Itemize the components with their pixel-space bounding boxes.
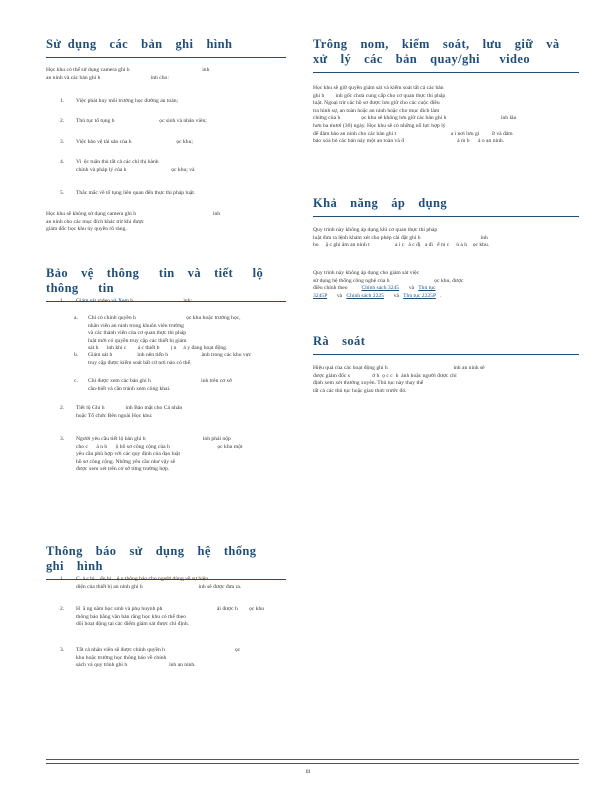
list-text: Thủ tục tố tụng h ọc sinh và nhân viên;	[76, 118, 207, 124]
section-rule	[313, 354, 579, 355]
sub-item	[46, 315, 286, 353]
list-item	[46, 436, 286, 474]
list-item	[46, 190, 286, 198]
paragraph-text: và	[399, 285, 419, 292]
list-item	[46, 576, 286, 591]
list-text: Người yêu cầu tiết lộ bản ghi h ình phải nộp cho c á n b ộ hồ sơ công cộng của h ọc khu một yêu cầu phù hợp với các quy định của đạo luật hồ sơ công cộng. Những yêu cầu như vậy sẽ được xem xét trên cơ sở từng trường hợp.	[76, 436, 243, 473]
sub-letter: b.	[74, 352, 79, 358]
section-applicability	[313, 196, 579, 217]
list-number: 1.	[60, 98, 65, 104]
paragraph-text: và	[327, 292, 347, 299]
paragraph: Học khu có thể sử dụng camera ghi h ình an ninh và các bản ghi h ình cho:	[46, 67, 210, 81]
sub-item	[46, 352, 286, 367]
paragraph: Quy trình này không áp dụng khi cơ quan thực thi pháp luật đưa ra lệnh khám xét cho phép cài đặt ghi h ình ho ặ c ghi âm an ninh t a i c á c đị a đi ể m c ủ a h ọc khu.	[313, 227, 490, 249]
list-item	[46, 298, 286, 306]
list-text: Việc bảo vệ tài sản của h ọc khu;	[76, 139, 193, 145]
list-text: H ằ ng năm học sinh và phụ huynh ph ải được h ọc khu thông báo bằng văn bản rằng học khu có thể theo dõi hoạt động tại các điểm giám sát được chỉ định.	[76, 606, 265, 628]
list-number: 1.	[60, 576, 65, 582]
section-review	[313, 334, 579, 355]
list-number: 1.	[60, 298, 65, 304]
section-rule	[46, 57, 286, 58]
list-text: C á c bi ển hi ệ u thông báo cho người dùng về sự hiện diện của thiết bị an ninh ghi h ình sẽ được đưa ra.	[76, 576, 242, 590]
paragraph-text: và	[383, 292, 404, 299]
section-rule	[313, 216, 579, 217]
paragraph	[313, 270, 579, 300]
sub-text: Chỉ được xem các bản ghi h ình trên cơ sở cần-biết và cần tránh xem công khai.	[88, 378, 232, 392]
list-item	[46, 159, 286, 174]
paragraph-text: .	[435, 292, 442, 299]
policy-3245-link[interactable]: Chính sách 3245	[361, 285, 400, 292]
section-title: Khả năng áp dụng	[313, 196, 447, 210]
section-privacy	[46, 266, 286, 302]
list-item	[46, 139, 286, 147]
paragraph-text: Quy trình này không áp dụng cho giám sát việc sử dụng hệ thống công nghệ của h ọc khu, được điều chỉnh theo	[313, 270, 464, 292]
list-number: 2.	[60, 405, 65, 411]
sub-letter: a.	[74, 315, 78, 321]
list-number: 5.	[60, 190, 65, 196]
list-item	[46, 98, 286, 106]
page-number: iii	[305, 769, 311, 775]
list-item	[46, 118, 286, 126]
list-number: 4.	[60, 159, 65, 165]
list-text: Thắc mắc về tố tụng liên quan đến thực thi pháp luật.	[76, 190, 196, 196]
list-text: Tất cả nhân viên sẽ được chính quyền h ọc khu hoặc trường học thông báo về chính sách và quy trình ghi h ình an ninh.	[76, 647, 241, 669]
section-title: Sử dụng các bản ghi hình	[46, 37, 233, 51]
list-number: 3.	[60, 436, 65, 442]
paragraph: Học khu sẽ giữ quyền giám sát và kiểm soát tất cả các bản ghi h ình gốc chưa cung cấp cho cơ quan thực thi pháp luật. Ngoại trừ các hồ sơ được lưu giữ cho các cuộc điều tra hình sự, an toàn hoặc an ninh hoặc cho mục đích làm chứng của h ọc khu sẽ không lưu giữ các bản ghi h ình lâu hơn ba mươi (30) ngày. Học khu sẽ có những nỗ lực hợp lý để đảm bảo an ninh cho các bản ghi t a i nơi lưu gi ữ và đảm bảo xóa bỏ các bản này một an toàn và đ á m b ả o an ninh.	[313, 85, 517, 145]
list-text: Việc phát huy môi trường học đường an toàn;	[76, 98, 179, 104]
sub-text: Giám sát h ình nên tiến h ành trong các khu vực truy cập được kiểm soát bất cứ nơi nào có thể.	[88, 352, 252, 366]
section-rule	[313, 72, 579, 73]
list-number: 3.	[60, 647, 65, 653]
policy-2225-link[interactable]: Chính sách 2225	[346, 292, 384, 299]
sub-letter: c.	[74, 378, 78, 384]
list-item	[46, 405, 286, 420]
footer-rule	[46, 759, 579, 760]
list-text: Vi ệc tuân thủ tất cả các chỉ thị hành chính và pháp lý của h ọc khu; và	[76, 159, 195, 173]
section-notice	[46, 544, 286, 580]
section-title: Bảo vệ thông tin và tiết lộ thông tin	[46, 266, 277, 295]
list-number: 2.	[60, 118, 65, 124]
list-number: 3.	[60, 139, 65, 145]
section-custody	[313, 37, 579, 73]
list-text: Tiết lộ Ghi h ình Bảo mật cho Cá nhân hoặc Tổ chức Bên ngoài Học khu:	[76, 405, 183, 419]
section-title: Rà soát	[313, 334, 366, 348]
sub-text: Chỉ có chính quyền h ọc khu hoặc trường học, nhân viên an ninh trong khuôn viên trường và các thành viên của cơ quan thực thi pháp luật mới có quyền truy cập các thiết bị giám sát h ình khi c á c thiết b ị n á y đang hoạt động.	[88, 315, 241, 352]
footer-rule	[46, 763, 579, 764]
paragraph: Học khu sẽ không sử dụng camera ghi h ình an ninh cho các mục đích khác trừ khi được giám đốc học khu ủy quyền rõ ràng.	[46, 211, 221, 233]
list-item	[46, 606, 286, 629]
list-item	[46, 647, 286, 670]
procedure-3245p-link[interactable]: Thủ tục 3245P	[313, 285, 436, 299]
section-use-of-recordings	[46, 37, 286, 58]
procedure-2225p-link[interactable]: Thủ tục 2225P	[403, 292, 436, 299]
list-number: 2.	[60, 606, 65, 612]
paragraph: Hiệu quả của các hoạt động ghi h ình an ninh sẽ được giám đốc s ở h ọ c c h ánh hoặc người được chỉ định xem xét thường xuyên. Thủ tục này thay thế tất cả các thủ tục hoặc giao thức trước đó.	[313, 365, 485, 394]
section-title: Thông báo sử dụng hệ thống ghi hình	[46, 544, 270, 573]
sub-item	[46, 378, 286, 393]
list-text: Giám sát video và Xem h ình:	[76, 298, 193, 304]
section-title: Trông nom, kiểm soát, lưu giữ và xử lý các bản quay/ghi video	[313, 37, 560, 66]
